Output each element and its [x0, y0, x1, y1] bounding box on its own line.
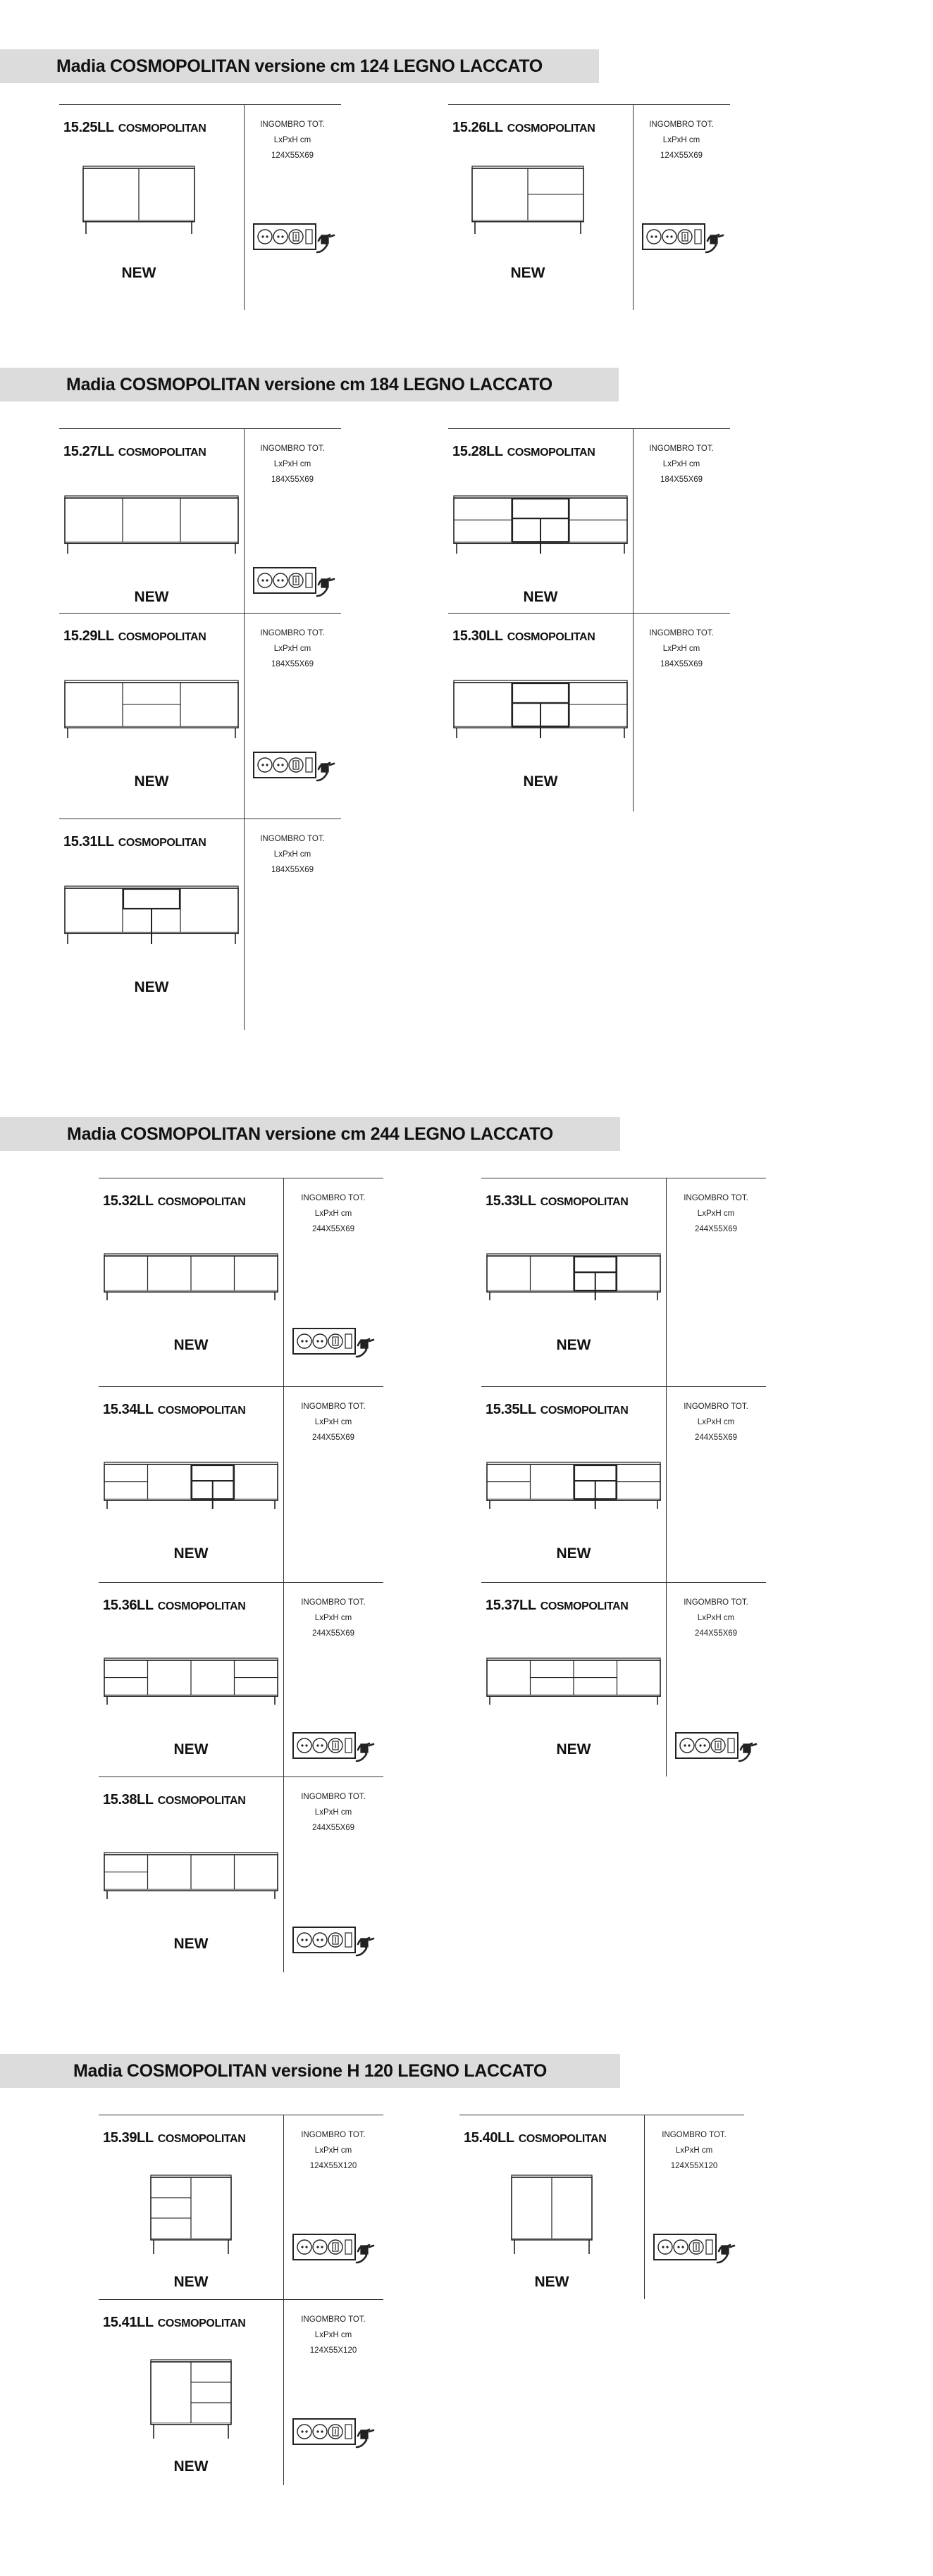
card-divider [244, 428, 245, 613]
dimensions-header: INGOMBRO TOT. [649, 629, 714, 637]
product-code-number: 15.38LL [103, 1792, 154, 1807]
product-card [448, 104, 730, 310]
card-divider [644, 2115, 645, 2299]
new-badge: NEW [173, 1337, 209, 1353]
product-code-number: 15.30LL [452, 628, 503, 644]
power-socket-icon [254, 568, 338, 599]
new-badge: NEW [556, 1337, 591, 1353]
dimensions-value: 124X55X69 [660, 151, 703, 160]
dimensions-block [288, 1789, 379, 1836]
sideboard-drawing [65, 886, 238, 944]
power-socket-icon [293, 2234, 378, 2265]
product-code [486, 1402, 628, 1418]
dimensions-header: INGOMBRO TOT. [301, 2131, 366, 2139]
sideboard-drawing [487, 1462, 660, 1509]
card-divider [244, 819, 245, 1030]
product-card [481, 1582, 766, 1777]
power-socket-icon [254, 752, 338, 783]
dimensions-label: LxPxH cm [314, 1614, 352, 1622]
product-brand: COSMOPOLITAN [157, 2317, 246, 2329]
dimensions-block [288, 1190, 379, 1237]
product-code-number: 15.35LL [486, 1402, 536, 1417]
dimensions-value: 244X55X69 [311, 1225, 355, 1233]
product-code [63, 120, 206, 136]
dimensions-header: INGOMBRO TOT. [649, 120, 714, 129]
product-code-number: 15.32LL [103, 1193, 154, 1209]
dimensions-header: INGOMBRO TOT. [684, 1402, 748, 1411]
dimensions-block [288, 2312, 379, 2358]
product-code-number: 15.28LL [452, 444, 503, 459]
dimensions-header: INGOMBRO TOT. [301, 1402, 366, 1411]
power-socket-icon [293, 1927, 378, 1958]
product-code-number: 15.25LL [63, 120, 114, 135]
sideboard-drawing [487, 1658, 660, 1705]
new-badge: NEW [134, 589, 169, 605]
product-brand: COSMOPOLITAN [157, 1196, 246, 1208]
card-top-rule [99, 1386, 383, 1387]
product-card [459, 2115, 744, 2299]
dimensions-block [248, 831, 337, 878]
product-card [99, 2115, 383, 2299]
dimensions-header: INGOMBRO TOT. [301, 2315, 366, 2324]
product-brand: COSMOPOLITAN [118, 447, 206, 459]
dimensions-block [288, 1399, 379, 1445]
product-card [59, 104, 341, 310]
dimensions-value: 244X55X69 [311, 1629, 355, 1638]
product-brand: COSMOPOLITAN [157, 1405, 246, 1417]
new-badge: NEW [121, 265, 156, 281]
power-socket-icon [654, 2234, 739, 2265]
dimensions-header: INGOMBRO TOT. [301, 1194, 366, 1202]
dimensions-value: 244X55X69 [694, 1629, 738, 1638]
dimensions-block [670, 1595, 762, 1641]
sideboard-drawing [65, 680, 238, 738]
dimensions-label: LxPxH cm [662, 460, 700, 468]
product-brand: COSMOPOLITAN [118, 123, 206, 135]
product-code [103, 2130, 245, 2146]
product-card [448, 613, 730, 811]
product-code [63, 628, 206, 645]
product-brand: COSMOPOLITAN [118, 837, 206, 849]
new-badge: NEW [523, 589, 558, 605]
dimensions-label: LxPxH cm [314, 1209, 352, 1218]
dimensions-block [637, 441, 726, 487]
product-code [103, 2315, 245, 2331]
new-badge: NEW [173, 2274, 209, 2290]
product-code-number: 15.37LL [486, 1598, 536, 1613]
product-card [99, 1582, 383, 1777]
dimensions-label: LxPxH cm [662, 645, 700, 653]
dimensions-label: LxPxH cm [675, 2146, 713, 2155]
section-title: Madia COSMOPOLITAN versione cm 244 LEGNO LACCATO [0, 1117, 620, 1151]
new-badge: NEW [173, 1545, 209, 1562]
product-brand: COSMOPOLITAN [118, 631, 206, 643]
dimensions-value: 184X55X69 [271, 475, 314, 484]
product-card [481, 1178, 766, 1386]
dimensions-block [637, 626, 726, 672]
dimensions-value: 244X55X69 [311, 1824, 355, 1832]
dimensions-label: LxPxH cm [697, 1418, 735, 1426]
tall-sideboard-drawing [151, 2175, 231, 2254]
dimensions-block [248, 117, 337, 163]
new-badge: NEW [510, 265, 545, 281]
product-card [59, 428, 341, 613]
card-top-rule [59, 613, 341, 614]
product-code-number: 15.29LL [63, 628, 114, 644]
dimensions-label: LxPxH cm [273, 460, 311, 468]
dimensions-label: LxPxH cm [314, 1418, 352, 1426]
product-card [99, 1777, 383, 1972]
product-brand: COSMOPOLITAN [157, 1600, 246, 1612]
sideboard-drawing [104, 1658, 278, 1705]
dimensions-label: LxPxH cm [314, 1808, 352, 1817]
product-code [464, 2130, 606, 2146]
product-card [99, 1178, 383, 1386]
card-top-rule [99, 1582, 383, 1583]
product-code [103, 1193, 245, 1209]
product-code [452, 120, 595, 136]
product-code-number: 15.36LL [103, 1598, 154, 1613]
dimensions-label: LxPxH cm [273, 136, 311, 144]
new-badge: NEW [134, 773, 169, 790]
dimensions-block [288, 1595, 379, 1641]
dimensions-value: 184X55X69 [271, 866, 314, 874]
product-card [99, 1386, 383, 1582]
sideboard-drawing [472, 166, 583, 234]
product-brand: COSMOPOLITAN [540, 1600, 629, 1612]
dimensions-block [670, 1399, 762, 1445]
dimensions-block [637, 117, 726, 163]
sideboard-drawing [487, 1254, 660, 1300]
sideboard-drawing [104, 1462, 278, 1509]
new-badge: NEW [134, 979, 169, 995]
power-socket-icon [293, 1733, 378, 1764]
dimensions-value: 124X55X120 [309, 2346, 357, 2355]
card-top-rule [448, 613, 730, 614]
product-code [103, 1792, 245, 1808]
dimensions-value: 124X55X120 [670, 2162, 718, 2170]
product-code [486, 1193, 628, 1209]
dimensions-block [670, 1190, 762, 1237]
product-card [448, 428, 730, 613]
new-badge: NEW [534, 2274, 569, 2290]
product-brand: COSMOPOLITAN [518, 2133, 607, 2145]
sideboard-drawing [104, 1254, 278, 1300]
power-socket-icon [676, 1733, 760, 1764]
dimensions-label: LxPxH cm [314, 2331, 352, 2339]
product-brand: COSMOPOLITAN [540, 1405, 629, 1417]
new-badge: NEW [523, 773, 558, 790]
card-top-rule [59, 104, 341, 105]
power-socket-icon [293, 1329, 378, 1359]
dimensions-header: INGOMBRO TOT. [301, 1598, 366, 1607]
dimensions-block [288, 2127, 379, 2174]
card-top-rule [481, 1386, 766, 1387]
card-divider [283, 1777, 284, 1972]
tall-sideboard-drawing [512, 2175, 592, 2254]
power-socket-icon [254, 224, 338, 255]
card-divider [666, 1582, 667, 1777]
sideboard-drawing [65, 496, 238, 554]
card-divider [633, 428, 634, 613]
card-top-rule [481, 1582, 766, 1583]
card-divider [244, 613, 245, 819]
product-card [481, 1386, 766, 1582]
card-divider [283, 1178, 284, 1386]
product-card [59, 819, 341, 1030]
card-divider [666, 1386, 667, 1582]
dimensions-header: INGOMBRO TOT. [260, 629, 325, 637]
product-code-number: 15.34LL [103, 1402, 154, 1417]
card-divider [666, 1178, 667, 1386]
dimensions-value: 124X55X120 [309, 2162, 357, 2170]
dimensions-label: LxPxH cm [273, 645, 311, 653]
product-code-number: 15.33LL [486, 1193, 536, 1209]
dimensions-label: LxPxH cm [662, 136, 700, 144]
card-divider [283, 2299, 284, 2485]
dimensions-value: 184X55X69 [660, 660, 703, 668]
dimensions-header: INGOMBRO TOT. [662, 2131, 727, 2139]
card-divider [283, 1386, 284, 1582]
card-divider [633, 613, 634, 811]
power-socket-icon [293, 2419, 378, 2450]
product-code-number: 15.26LL [452, 120, 503, 135]
product-brand: COSMOPOLITAN [157, 2133, 246, 2145]
new-badge: NEW [556, 1741, 591, 1757]
product-brand: COSMOPOLITAN [507, 447, 595, 459]
card-top-rule [59, 428, 341, 429]
new-badge: NEW [173, 1741, 209, 1757]
sideboard-drawing [454, 680, 627, 738]
product-code [103, 1598, 245, 1614]
card-divider [244, 104, 245, 310]
dimensions-label: LxPxH cm [697, 1209, 735, 1218]
tall-sideboard-drawing [151, 2360, 231, 2439]
dimensions-header: INGOMBRO TOT. [301, 1793, 366, 1801]
section-title: Madia COSMOPOLITAN versione H 120 LEGNO LACCATO [0, 2054, 620, 2088]
dimensions-block [648, 2127, 740, 2174]
product-code [63, 834, 206, 850]
section-title: Madia COSMOPOLITAN versione cm 184 LEGNO LACCATO [0, 368, 619, 402]
section-title: Madia COSMOPOLITAN versione cm 124 LEGNO LACCATO [0, 49, 599, 83]
dimensions-label: LxPxH cm [314, 2146, 352, 2155]
product-brand: COSMOPOLITAN [507, 631, 595, 643]
dimensions-value: 184X55X69 [271, 660, 314, 668]
product-code [103, 1402, 245, 1418]
dimensions-value: 124X55X69 [271, 151, 314, 160]
product-code-number: 15.41LL [103, 2315, 154, 2330]
sideboard-drawing [454, 496, 627, 554]
dimensions-value: 244X55X69 [694, 1433, 738, 1442]
product-brand: COSMOPOLITAN [507, 123, 595, 135]
card-divider [283, 1582, 284, 1777]
new-badge: NEW [173, 2458, 209, 2475]
dimensions-value: 184X55X69 [660, 475, 703, 484]
card-top-rule [99, 2299, 383, 2300]
dimensions-label: LxPxH cm [273, 850, 311, 859]
sideboard-drawing [83, 166, 194, 234]
power-socket-icon [643, 224, 727, 255]
dimensions-block [248, 626, 337, 672]
dimensions-header: INGOMBRO TOT. [260, 444, 325, 453]
product-code-number: 15.40LL [464, 2130, 514, 2146]
card-divider [633, 104, 634, 310]
dimensions-header: INGOMBRO TOT. [260, 835, 325, 843]
new-badge: NEW [173, 1936, 209, 1952]
sideboard-drawing [104, 1853, 278, 1899]
product-code-number: 15.39LL [103, 2130, 154, 2146]
product-code [63, 444, 206, 460]
dimensions-header: INGOMBRO TOT. [684, 1598, 748, 1607]
product-code-number: 15.27LL [63, 444, 114, 459]
dimensions-header: INGOMBRO TOT. [260, 120, 325, 129]
product-code [486, 1598, 628, 1614]
card-top-rule [448, 104, 730, 105]
card-top-rule [448, 428, 730, 429]
product-card [59, 613, 341, 819]
product-brand: COSMOPOLITAN [540, 1196, 629, 1208]
card-divider [283, 2115, 284, 2299]
product-card [99, 2299, 383, 2485]
product-code [452, 628, 595, 645]
dimensions-value: 244X55X69 [694, 1225, 738, 1233]
dimensions-value: 244X55X69 [311, 1433, 355, 1442]
dimensions-block [248, 441, 337, 487]
dimensions-header: INGOMBRO TOT. [684, 1194, 748, 1202]
product-code-number: 15.31LL [63, 834, 114, 850]
product-brand: COSMOPOLITAN [157, 1795, 246, 1807]
product-code [452, 444, 595, 460]
dimensions-label: LxPxH cm [697, 1614, 735, 1622]
new-badge: NEW [556, 1545, 591, 1562]
dimensions-header: INGOMBRO TOT. [649, 444, 714, 453]
